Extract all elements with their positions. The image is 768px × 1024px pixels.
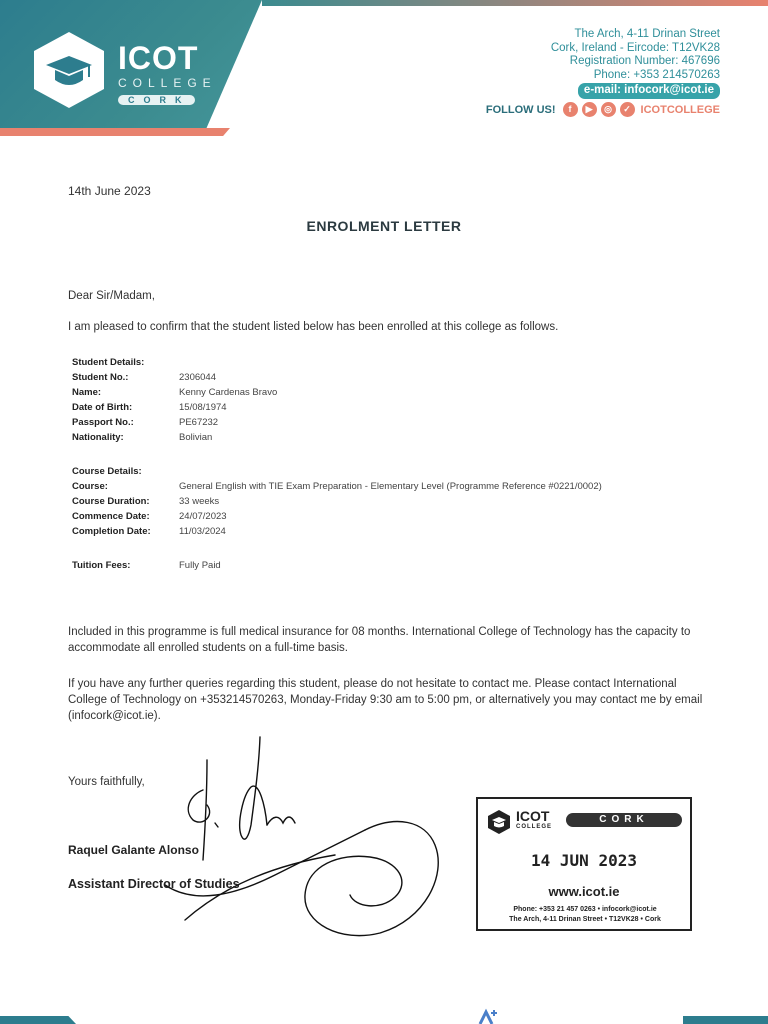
detail-row <box>72 430 277 445</box>
detail-value: 33 weeks <box>179 496 220 507</box>
detail-row <box>72 479 602 494</box>
detail-value: Kenny Cardenas Bravo <box>179 387 278 398</box>
course-details <box>72 464 602 539</box>
stamp-cork: CORK <box>566 813 682 827</box>
detail-row <box>72 385 277 400</box>
detail-value: PE67232 <box>179 417 219 428</box>
detail-row <box>72 370 277 385</box>
college-address <box>551 28 720 99</box>
youtube-icon[interactable]: ▶ <box>582 102 597 117</box>
detail-label: Commence Date: <box>72 511 150 522</box>
student-details <box>72 355 277 445</box>
insurance-paragraph: Included in this programme is full medical insurance for 08 months. International College of Technology has the capacity to accommodate all enrolled students on a full-time basis. <box>68 626 691 654</box>
detail-label: Course: <box>72 481 108 492</box>
accreditation-mark-icon <box>476 1008 500 1024</box>
stamp-address-line: The Arch, 4-11 Drinan Street • T12VK28 • Cork <box>509 916 661 923</box>
stamp-phone-line: Phone: +353 21 457 0263 • infocork@icot.ie <box>513 906 657 913</box>
detail-label: Passport No.: <box>72 417 134 428</box>
detail-label: Completion Date: <box>72 526 151 537</box>
detail-label: Tuition Fees: <box>72 560 131 571</box>
contact-paragraph: If you have any further queries regarding this student, please do not hesitate to contact me. Please contact International College of Technology on +353214570263, Monday-Friday 9:30 am to 5:00 pm, or alternatively you may contact me by email (infocork@icot.ie). <box>68 678 703 722</box>
stamp-website: www.icot.ie <box>548 884 620 899</box>
detail-label: Date of Birth: <box>72 402 133 413</box>
detail-row <box>72 400 277 415</box>
address-line: Registration Number: 467696 <box>569 55 720 67</box>
detail-value: 11/03/2024 <box>179 526 226 537</box>
detail-value: 2306044 <box>179 372 216 383</box>
detail-value: Fully Paid <box>179 560 221 571</box>
letter-date: 14th June 2023 <box>68 184 151 198</box>
intro-paragraph: I am pleased to confirm that the student listed below has been enrolled at this college as follows. <box>68 321 559 333</box>
detail-value: 15/08/1974 <box>179 402 227 413</box>
detail-value: Bolivian <box>179 432 213 443</box>
social-handle[interactable]: ICOTCOLLEGE <box>640 103 720 116</box>
stamp-brand: ICOT <box>516 808 550 824</box>
detail-label: Student No.: <box>72 372 129 383</box>
brand-block <box>118 42 217 108</box>
detail-label: Name: <box>72 387 102 398</box>
stamp-contact <box>482 905 688 925</box>
salutation: Dear Sir/Madam, <box>68 290 155 302</box>
detail-label: Nationality: <box>72 432 124 443</box>
address-line: Phone: +353 214570263 <box>593 68 720 81</box>
email-link[interactable]: e-mail: infocork@icot.ie <box>578 83 720 99</box>
letterhead <box>0 0 768 140</box>
detail-label: Course Duration: <box>72 496 150 507</box>
brand-name: ICOT <box>118 40 199 76</box>
stamp-date: 14 JUN 2023 <box>531 851 637 870</box>
signer-name: Raquel Galante Alonso <box>68 843 199 857</box>
hexagon-graduation-logo-icon <box>30 30 108 110</box>
detail-value: General English with TIE Exam Preparation - Elementary Level (Programme Reference #0221/0002) <box>179 481 602 492</box>
detail-row <box>72 509 602 524</box>
instagram-icon[interactable]: ◎ <box>601 102 616 117</box>
college-stamp <box>476 797 692 931</box>
follow-label: FOLLOW US! <box>485 103 556 116</box>
detail-row <box>72 524 602 539</box>
address-line: The Arch, 4-11 Drinan Street <box>574 28 720 40</box>
address-line: Cork, Ireland - Eircode: T12VK28 <box>550 41 720 54</box>
section-heading: Course Details: <box>72 466 142 477</box>
stamp-logo-icon <box>486 809 512 835</box>
closing: Yours faithfully, <box>68 776 145 788</box>
follow-us-bar <box>486 102 720 117</box>
footer-accent-right <box>683 1016 768 1024</box>
footer-accent-left <box>0 1016 76 1024</box>
banner-accent-stripe <box>0 128 230 136</box>
tuition-fees <box>72 558 221 573</box>
brand-college: COLLEGE <box>118 76 217 90</box>
detail-row <box>72 415 277 430</box>
twitter-icon[interactable]: ✓ <box>620 102 635 117</box>
stamp-college: COLLEGE <box>516 824 553 830</box>
signer-role: Assistant Director of Studies <box>68 877 240 891</box>
facebook-icon[interactable]: f <box>563 102 578 117</box>
detail-value: 24/07/2023 <box>179 511 227 522</box>
handwritten-signature <box>155 735 445 945</box>
top-accent-stripe <box>262 0 768 6</box>
letter-title: ENROLMENT LETTER <box>306 218 462 234</box>
section-heading: Student Details: <box>72 357 145 368</box>
brand-cork: CORK <box>118 95 195 105</box>
detail-row <box>72 494 602 509</box>
